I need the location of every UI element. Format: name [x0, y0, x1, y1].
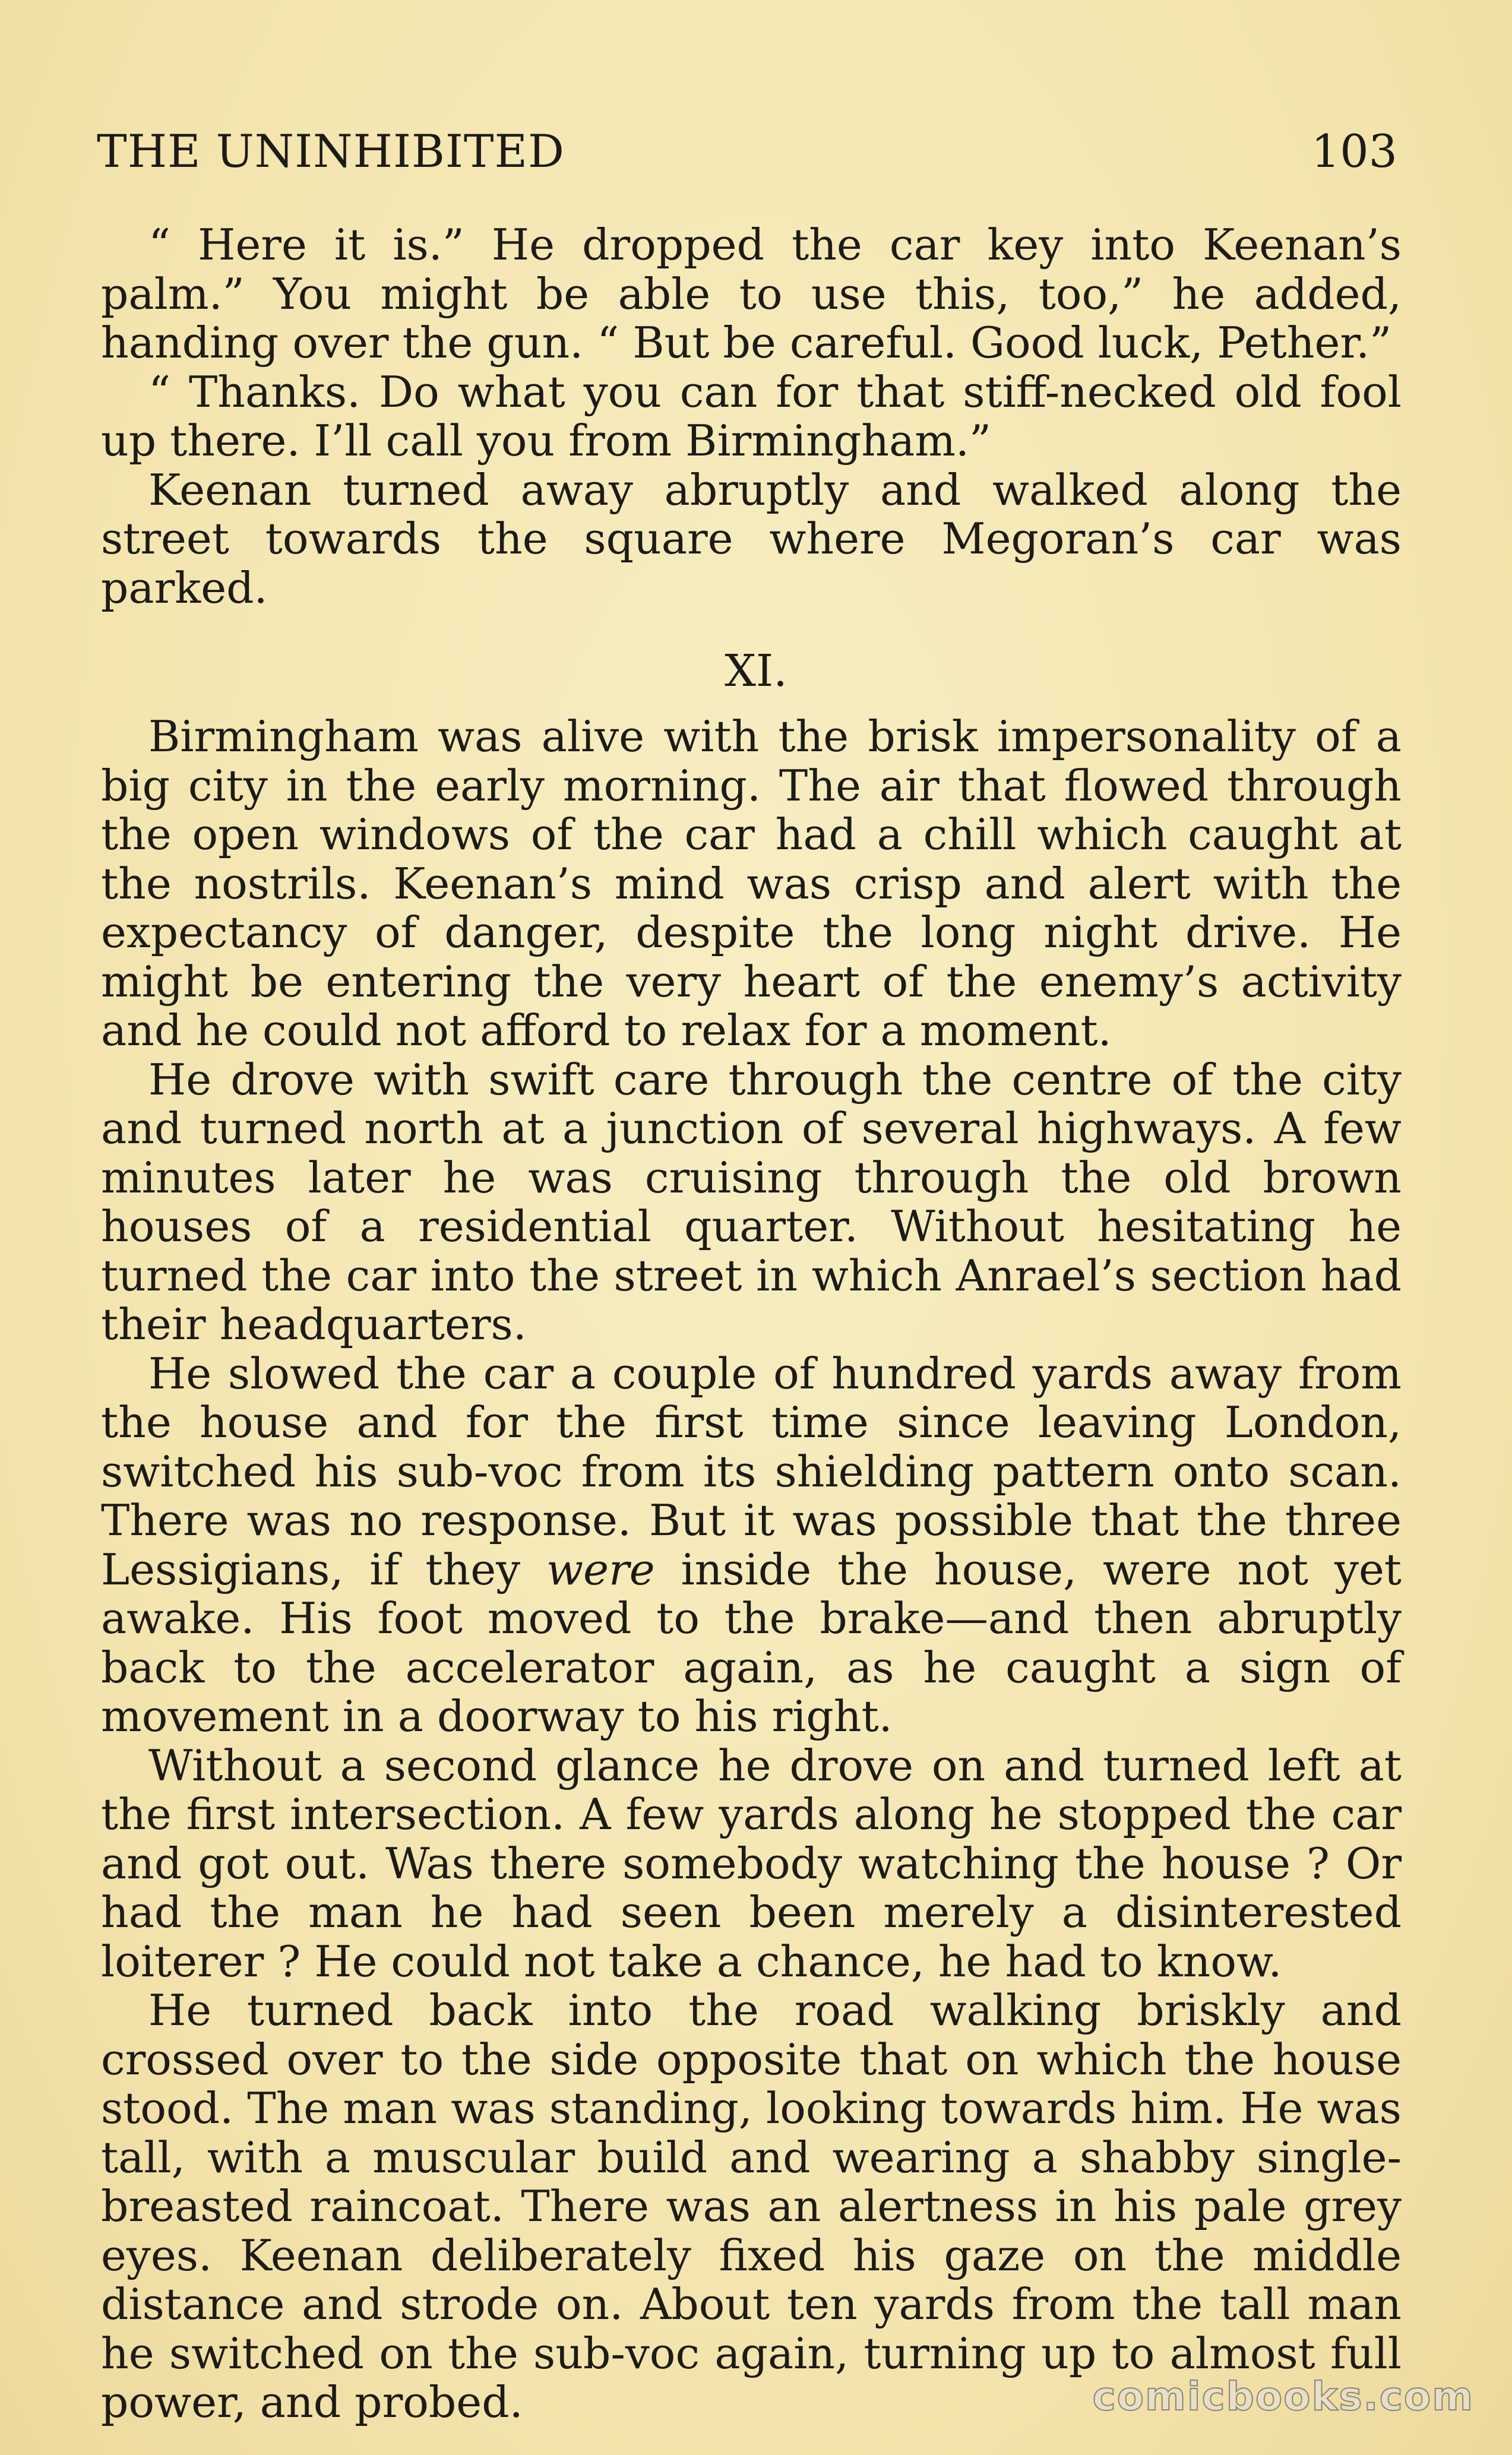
- paragraph-dialogue-1: “ Here it is.” He dropped the car key into Keenan’s palm.” You might be able to use this, too,” he added, handing over the gun. “ But be careful. Good luck, Pether.”: [101, 220, 1402, 368]
- paragraph-birmingham: Birmingham was alive with the brisk impersonality of a big city in the early morning. The air that flowed through the open windows of the car had a chill which caught at the nostrils. Keenan’s mind was crisp and alert with the expectancy of danger, despite the long night drive. He might be entering the very heart of the enemy’s activity and he could not afford to relax for a moment.: [101, 712, 1402, 1056]
- paragraph-dialogue-2: “ Thanks. Do what you can for that stiff-necked old fool up there. I’ll call you from Birmingham.”: [101, 367, 1402, 466]
- paragraph-slowed-end: inside the house, were not yet awake. His foot moved to the brake—and then abruptly back to the accelerator again, as he caught a sign of movement in a doorway to his right.: [101, 1545, 1402, 1742]
- paragraph-second-glance: Without a second glance he drove on and turned left at the first intersection. A few yards along he stopped the car and got out. Was there somebody watching the house ? Or had the man he had seen been merely a disinterested loiterer ? He could not take a chance, he had to know.: [101, 1741, 1402, 1987]
- section-one-text: [101, 221, 1402, 613]
- paragraph-narration-1: Keenan turned away abruptly and walked along the street towards the square where Megoran’s car was parked.: [101, 465, 1402, 613]
- watermark: comicbooks.com: [1092, 2374, 1474, 2419]
- chapter-heading: XI.: [725, 646, 787, 697]
- section-two-text: [101, 713, 1402, 2428]
- paragraph-slowed-start: He slowed the car a couple of hundred yards away from the house and for the first time since leaving London, switched his sub-voc from its shielding pattern onto scan. There was no response. But it was possible that the three Lessigians, if they: [101, 1349, 1402, 1595]
- book-title: THE UNINHIBITED: [97, 125, 565, 178]
- paragraph-turned-back: He turned back into the road walking briskly and crossed over to the side opposite that on which the house stood. The man was standing, looking towards him. He was tall, with a muscular build and wearing a shabby single-breasted raincoat. There was an alertness in his pale grey eyes. Keenan deliberately fixed his gaze on the middle distance and strode on. About ten yards from the tall man he switched on the sub-voc again, turning up to almost full power, and probed.: [101, 1986, 1402, 2428]
- page-number: 103: [1311, 125, 1397, 178]
- running-head: [97, 122, 1397, 181]
- emphasis-were: were: [546, 1545, 655, 1595]
- paragraph-slowed: [101, 1350, 1402, 1742]
- paragraph-drove: He drove with swift care through the centre of the city and turned north at a junction of several highways. A few minutes later he was cruising through the old brown houses of a residential quarter. Without hesitating he turned the car into the street in which Anrael’s section had their headquarters.: [101, 1055, 1402, 1350]
